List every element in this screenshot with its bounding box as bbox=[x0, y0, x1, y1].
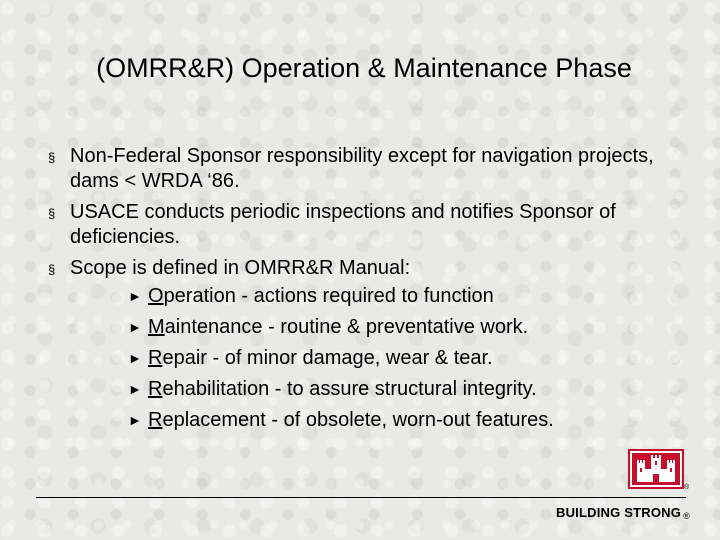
sub-bullet-item bbox=[48, 281, 698, 312]
sub-bullet-text: ehabilitation - to assure structural integrity. bbox=[162, 378, 537, 400]
bullet-marker: § bbox=[48, 206, 56, 221]
bullet-item bbox=[48, 200, 698, 250]
footer-divider bbox=[36, 497, 686, 498]
sub-bullet-text: peration - actions required to function bbox=[163, 285, 494, 307]
bullet-item bbox=[48, 256, 698, 281]
sub-bullet-initial: R bbox=[148, 378, 163, 400]
registered-mark: ® bbox=[683, 511, 690, 521]
sub-bullet-item bbox=[48, 405, 698, 436]
logo-registered-mark: ® bbox=[684, 484, 690, 491]
sub-bullet-text: epair - of minor damage, wear & tear. bbox=[162, 347, 493, 369]
footer-tagline bbox=[556, 505, 690, 521]
bullet-text: Scope is defined in OMRR&R Manual: bbox=[70, 257, 411, 279]
bullet-marker: § bbox=[48, 262, 56, 277]
sub-bullet-initial: M bbox=[148, 316, 165, 338]
usace-castle-logo bbox=[628, 449, 684, 489]
slide-title: (OMRR&R) Operation & Maintenance Phase bbox=[96, 53, 632, 83]
sub-bullet-initial: O bbox=[148, 285, 164, 307]
triangle-bullet-icon: ► bbox=[128, 319, 142, 335]
tagline-text: BUILDING STRONG bbox=[556, 505, 682, 520]
sub-bullet-text: aintenance - routine & preventative work. bbox=[164, 316, 529, 338]
bullet-text: USACE conducts periodic inspections and notifies Sponsor of deficiencies. bbox=[70, 201, 616, 248]
bullet-text: Non-Federal Sponsor responsibility except for navigation projects, dams < WRDA ‘86. bbox=[70, 145, 654, 192]
sub-bullet-text: eplacement - of obsolete, worn-out features. bbox=[162, 409, 554, 431]
triangle-bullet-icon: ► bbox=[128, 412, 142, 428]
triangle-bullet-icon: ► bbox=[128, 381, 142, 397]
triangle-bullet-icon: ► bbox=[128, 350, 142, 366]
sub-bullet-item bbox=[48, 374, 698, 405]
sub-bullet-item bbox=[48, 343, 698, 374]
sub-bullet-initial: R bbox=[148, 347, 163, 369]
slide-body bbox=[48, 144, 698, 436]
bullet-marker: § bbox=[48, 150, 56, 165]
triangle-bullet-icon: ► bbox=[128, 288, 142, 304]
sub-bullet-item bbox=[48, 312, 698, 343]
castle-icon bbox=[628, 449, 684, 489]
sub-bullet-initial: R bbox=[148, 409, 163, 431]
bullet-item bbox=[48, 144, 698, 194]
